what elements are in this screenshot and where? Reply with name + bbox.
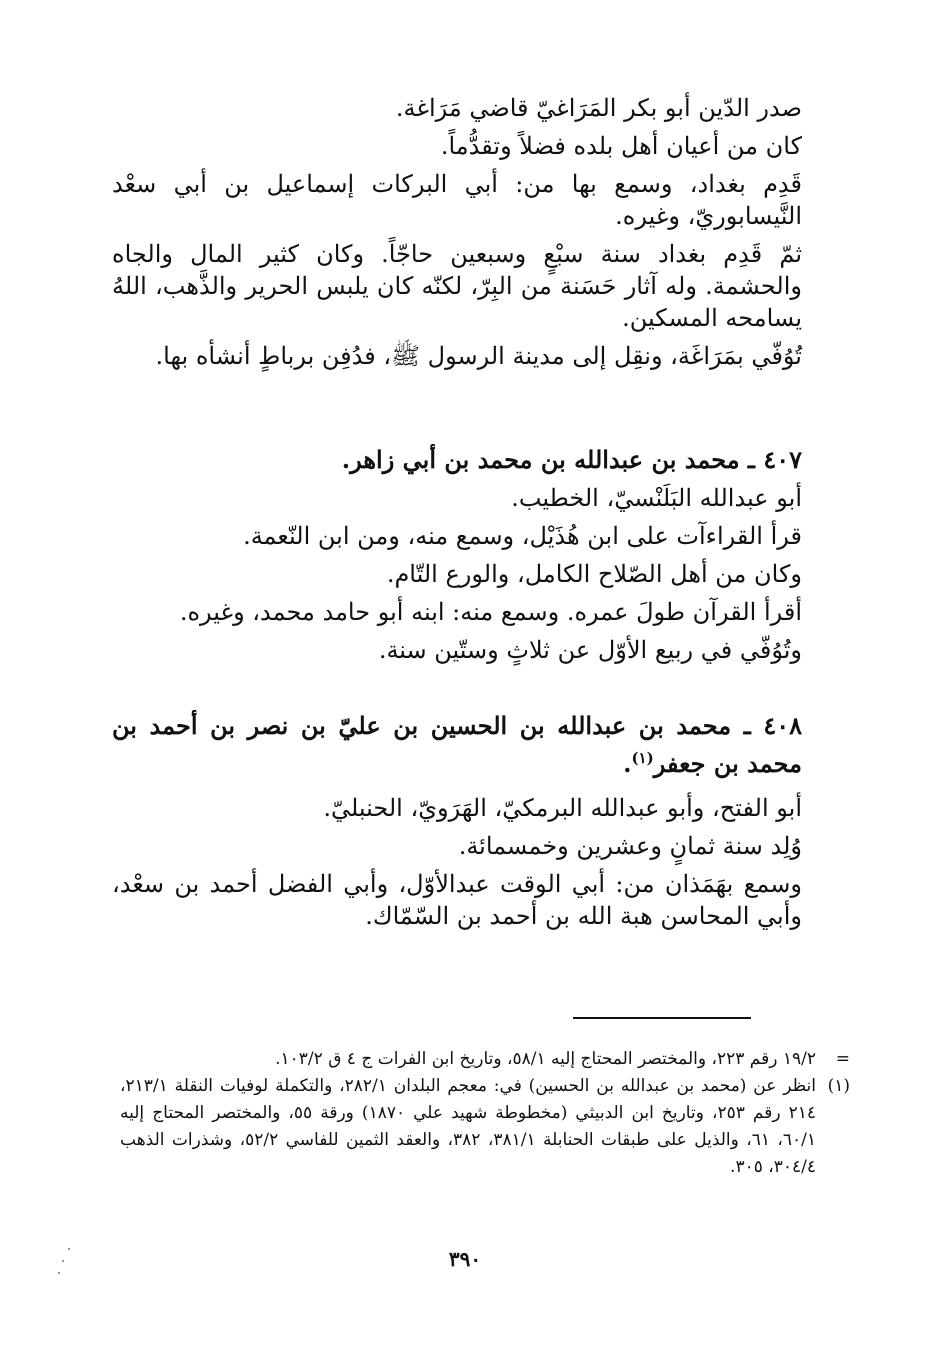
footnote-text: انظر عن (محمد بن عبدالله بن الحسين) في: معجم البلدان ٢٨٢/١، والتكملة لوفيات النقلة ٢١٣/١، ٢١٤ رقم ٢٥٣، وتاريخ ابن الدبيثي (مخطوطة شهيد علي ١٨٧٠) ورقة ٥٥، والمختصر المحتاج إليه ٦٠/١، ٦١، والذيل على طبقات الحنابلة ٣٨١/١، ٣٨٢، والعقد الثمين للفاسي ٥٢/٢، وشذرات الذهب ٣٠٤/٤، ٣٠٥. xyxy=(120,1076,817,1177)
footnotes xyxy=(120,1046,850,1181)
entry-line: أبو الفتح، وأبو عبدالله البرمكيّ، الهَرَويّ، الحنبليّ. xyxy=(323,794,802,822)
entry-line: قَدِم بغداد، وسمع بها من: أبي البركات إسماعيل بن أبي سعْد النَّيسابوريّ، وغيره. xyxy=(112,170,802,230)
entry-408 xyxy=(112,710,852,932)
entry-line: أبو عبدالله البَلَنْسيّ، الخطيب. xyxy=(511,484,802,512)
entry-line: تُوُفّي بمَرَاغَة، ونقِل إلى مدينة الرسول ﷺ، فدُفِن برباطٍ أنشأه بها. xyxy=(155,342,802,370)
entry-line: ثمّ قَدِم بغداد سنة سبْعٍ وسبعين حاجّاً. وكان كثير المال والجاه والحشمة. وله آثار حَسَنة من البِرّ، لكنّه كان يلبس الحرير والذَّهب، اللهُ يسامحه المسكين. xyxy=(112,240,802,332)
footnote-mark: (١) xyxy=(827,1076,850,1096)
entry-heading-text: ٤٠٨ ـ محمد بن عبدالله بن الحسين بن عليّ بن نصر بن أحمد بن محمد بن جعفر xyxy=(112,711,802,778)
entry-line: وُلِد سنة ثمانٍ وعشرين وخمسمائة. xyxy=(458,832,802,860)
entry-heading xyxy=(112,710,852,780)
entry-line: وسمع بهَمَذان من: أبي الوقت عبدالأوّل، وأبي الفضل أحمد بن سعْد، وأبي المحاسن هبة الله بن أحمد بن السّمّاك. xyxy=(112,870,802,930)
scan-speck xyxy=(62,1260,64,1262)
entry-line: صدر الدّين أبو بكر المَرَاغيّ قاضي مَرَاغة. xyxy=(395,94,802,122)
entry-line: وكان من أهل الصّلاح الكامل، والورع التّام. xyxy=(386,560,802,588)
footnote-mark: = xyxy=(835,1049,850,1069)
footnote-item xyxy=(120,1046,850,1073)
scan-speck xyxy=(58,1272,60,1274)
footnote-separator xyxy=(573,1017,751,1019)
footnote-reference: (١) xyxy=(631,749,654,767)
footnote-text: ١٩/٢ رقم ٢٢٣، والمختصر المحتاج إليه ٥٨/١، وتاريخ ابن الفرات ج ٤ ق ١٠٣/٢. xyxy=(275,1049,816,1069)
entry-407 xyxy=(112,444,852,666)
entry-line: قرأ القراءآت على ابن هُذَيْل، وسمع منه، ومن ابن النّعمة. xyxy=(243,522,802,550)
page-number: ٣٩٠ xyxy=(448,1247,482,1271)
entry-line: أقرأ القرآن طولَ عمره. وسمع منه: ابنه أبو حامد محمد، وغيره. xyxy=(179,598,802,626)
entry-heading-end: . xyxy=(623,749,632,778)
footnote-item xyxy=(120,1073,850,1181)
entry-heading: ٤٠٧ ـ محمد بن عبدالله بن محمد بن أبي زاهر. xyxy=(341,445,802,474)
scan-speck xyxy=(68,1248,70,1250)
entry-line: كان من أعيان أهل بلده فضلاً وتقدُّماً. xyxy=(440,132,802,160)
entry-line: وتُوُفّي في ربيع الأوّل عن ثلاثٍ وستّين سنة. xyxy=(378,636,802,664)
entry-406-continuation xyxy=(112,92,852,372)
